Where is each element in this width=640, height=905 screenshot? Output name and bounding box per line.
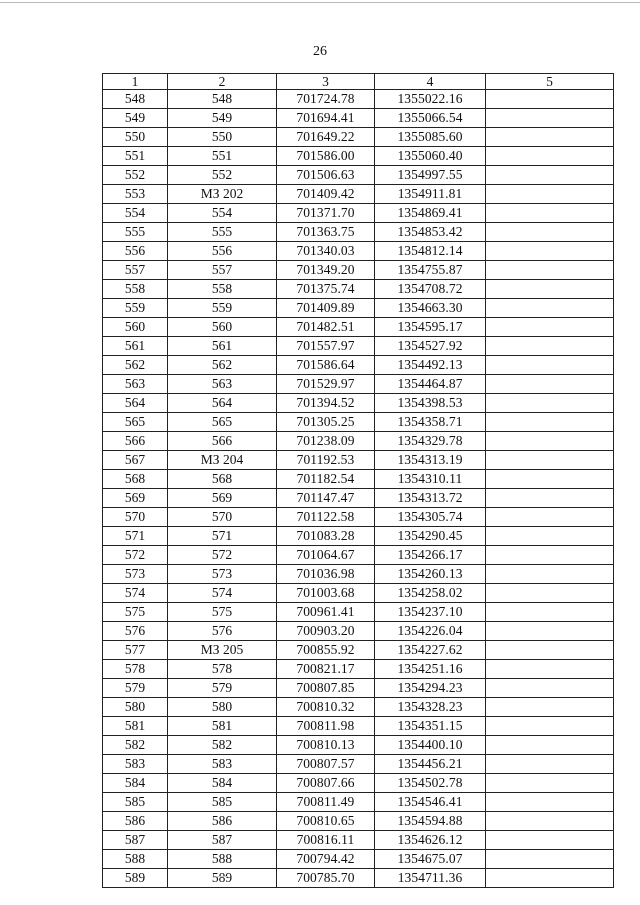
y-coordinate-cell: 1354266.17: [375, 546, 486, 565]
x-coordinate-cell: 700816.11: [277, 831, 375, 850]
table-row: [103, 394, 614, 413]
notes-cell: [486, 603, 614, 622]
table-row: [103, 717, 614, 736]
notes-cell: [486, 755, 614, 774]
y-coordinate-cell: 1354492.13: [375, 356, 486, 375]
row-number-cell: 568: [103, 470, 168, 489]
y-coordinate-cell: 1354997.55: [375, 166, 486, 185]
point-label-cell: 584: [168, 774, 277, 793]
row-number-cell: 584: [103, 774, 168, 793]
y-coordinate-cell: 1354328.23: [375, 698, 486, 717]
x-coordinate-cell: 700785.70: [277, 869, 375, 888]
y-coordinate-cell: 1354594.88: [375, 812, 486, 831]
point-label-cell: 557: [168, 261, 277, 280]
point-label-cell: 548: [168, 90, 277, 109]
row-number-cell: 570: [103, 508, 168, 527]
x-coordinate-cell: 700855.92: [277, 641, 375, 660]
point-label-cell: 575: [168, 603, 277, 622]
notes-cell: [486, 812, 614, 831]
row-number-cell: 579: [103, 679, 168, 698]
notes-cell: [486, 565, 614, 584]
x-coordinate-cell: 700807.57: [277, 755, 375, 774]
y-coordinate-cell: 1354708.72: [375, 280, 486, 299]
notes-cell: [486, 489, 614, 508]
y-coordinate-cell: 1354675.07: [375, 850, 486, 869]
page-number: 26: [313, 44, 327, 59]
y-coordinate-cell: 1354313.72: [375, 489, 486, 508]
table-row: [103, 242, 614, 261]
notes-cell: [486, 641, 614, 660]
point-label-cell: 573: [168, 565, 277, 584]
notes-cell: [486, 356, 614, 375]
table-row: [103, 489, 614, 508]
y-coordinate-cell: 1354260.13: [375, 565, 486, 584]
notes-cell: [486, 584, 614, 603]
table-row: [103, 508, 614, 527]
point-label-cell: 571: [168, 527, 277, 546]
notes-cell: [486, 736, 614, 755]
table-row: [103, 679, 614, 698]
row-number-cell: 551: [103, 147, 168, 166]
row-number-cell: 586: [103, 812, 168, 831]
point-label-cell: 556: [168, 242, 277, 261]
row-number-cell: 562: [103, 356, 168, 375]
y-coordinate-cell: 1355022.16: [375, 90, 486, 109]
notes-cell: [486, 451, 614, 470]
table-row: [103, 432, 614, 451]
point-label-cell: 560: [168, 318, 277, 337]
x-coordinate-cell: 700903.20: [277, 622, 375, 641]
notes-cell: [486, 622, 614, 641]
x-coordinate-cell: 701557.97: [277, 337, 375, 356]
table-row: [103, 755, 614, 774]
table-row: [103, 546, 614, 565]
notes-cell: [486, 698, 614, 717]
column-header-2: 2: [168, 74, 277, 90]
column-header-4: 4: [375, 74, 486, 90]
y-coordinate-cell: 1354502.78: [375, 774, 486, 793]
notes-cell: [486, 223, 614, 242]
top-scan-rule: [0, 2, 640, 3]
row-number-cell: 566: [103, 432, 168, 451]
table-row: [103, 280, 614, 299]
row-number-cell: 555: [103, 223, 168, 242]
table-row: [103, 869, 614, 888]
coordinates-table: [102, 73, 614, 888]
scan-artifact-mark: [216, 876, 228, 877]
point-label-cell: 569: [168, 489, 277, 508]
point-label-cell: 589: [168, 869, 277, 888]
table-row: [103, 413, 614, 432]
table-row: [103, 660, 614, 679]
column-header-5: 5: [486, 74, 614, 90]
notes-cell: [486, 299, 614, 318]
table-header: [103, 74, 614, 90]
table-row: [103, 147, 614, 166]
row-number-cell: 578: [103, 660, 168, 679]
notes-cell: [486, 204, 614, 223]
row-number-cell: 556: [103, 242, 168, 261]
table-row: [103, 850, 614, 869]
x-coordinate-cell: 701529.97: [277, 375, 375, 394]
y-coordinate-cell: 1354358.71: [375, 413, 486, 432]
table-row: [103, 774, 614, 793]
notes-cell: [486, 109, 614, 128]
y-coordinate-cell: 1354310.11: [375, 470, 486, 489]
notes-cell: [486, 793, 614, 812]
x-coordinate-cell: 700811.98: [277, 717, 375, 736]
point-label-cell: 564: [168, 394, 277, 413]
table-row: [103, 261, 614, 280]
point-label-cell: 562: [168, 356, 277, 375]
row-number-cell: 552: [103, 166, 168, 185]
row-number-cell: 550: [103, 128, 168, 147]
x-coordinate-cell: 700810.65: [277, 812, 375, 831]
table-row: [103, 698, 614, 717]
row-number-cell: 588: [103, 850, 168, 869]
y-coordinate-cell: 1354351.15: [375, 717, 486, 736]
notes-cell: [486, 261, 614, 280]
table-row: [103, 318, 614, 337]
point-label-cell: МЗ 202: [168, 185, 277, 204]
table-row: [103, 204, 614, 223]
x-coordinate-cell: 700821.17: [277, 660, 375, 679]
notes-cell: [486, 280, 614, 299]
notes-cell: [486, 546, 614, 565]
y-coordinate-cell: 1354290.45: [375, 527, 486, 546]
x-coordinate-cell: 701724.78: [277, 90, 375, 109]
row-number-cell: 575: [103, 603, 168, 622]
y-coordinate-cell: 1354398.53: [375, 394, 486, 413]
notes-cell: [486, 527, 614, 546]
y-coordinate-cell: 1354755.87: [375, 261, 486, 280]
y-coordinate-cell: 1354400.10: [375, 736, 486, 755]
notes-cell: [486, 774, 614, 793]
point-label-cell: 555: [168, 223, 277, 242]
notes-cell: [486, 90, 614, 109]
notes-cell: [486, 375, 614, 394]
y-coordinate-cell: 1354911.81: [375, 185, 486, 204]
point-label-cell: 561: [168, 337, 277, 356]
y-coordinate-cell: 1355060.40: [375, 147, 486, 166]
table-row: [103, 527, 614, 546]
notes-cell: [486, 166, 614, 185]
point-label-cell: 582: [168, 736, 277, 755]
row-number-cell: 574: [103, 584, 168, 603]
notes-cell: [486, 318, 614, 337]
row-number-cell: 580: [103, 698, 168, 717]
point-label-cell: 549: [168, 109, 277, 128]
y-coordinate-cell: 1354237.10: [375, 603, 486, 622]
row-number-cell: 569: [103, 489, 168, 508]
notes-cell: [486, 128, 614, 147]
y-coordinate-cell: 1354527.92: [375, 337, 486, 356]
table-row: [103, 166, 614, 185]
table-row: [103, 831, 614, 850]
point-label-cell: 574: [168, 584, 277, 603]
table-row: [103, 622, 614, 641]
table-row: [103, 565, 614, 584]
notes-cell: [486, 470, 614, 489]
x-coordinate-cell: 701363.75: [277, 223, 375, 242]
row-number-cell: 564: [103, 394, 168, 413]
point-label-cell: 581: [168, 717, 277, 736]
row-number-cell: 561: [103, 337, 168, 356]
row-number-cell: 582: [103, 736, 168, 755]
table-row: [103, 375, 614, 394]
point-label-cell: 565: [168, 413, 277, 432]
y-coordinate-cell: 1354812.14: [375, 242, 486, 261]
header-row: [103, 74, 614, 90]
table-body: [103, 90, 614, 888]
y-coordinate-cell: 1354258.02: [375, 584, 486, 603]
notes-cell: [486, 831, 614, 850]
row-number-cell: 581: [103, 717, 168, 736]
notes-cell: [486, 508, 614, 527]
row-number-cell: 571: [103, 527, 168, 546]
notes-cell: [486, 337, 614, 356]
table-row: [103, 109, 614, 128]
notes-cell: [486, 185, 614, 204]
y-coordinate-cell: 1354464.87: [375, 375, 486, 394]
notes-cell: [486, 242, 614, 261]
table-row: [103, 90, 614, 109]
x-coordinate-cell: 700810.32: [277, 698, 375, 717]
x-coordinate-cell: 701394.52: [277, 394, 375, 413]
row-number-cell: 577: [103, 641, 168, 660]
x-coordinate-cell: 701371.70: [277, 204, 375, 223]
point-label-cell: 552: [168, 166, 277, 185]
table-row: [103, 470, 614, 489]
point-label-cell: 580: [168, 698, 277, 717]
point-label-cell: 566: [168, 432, 277, 451]
x-coordinate-cell: 701506.63: [277, 166, 375, 185]
point-label-cell: 578: [168, 660, 277, 679]
table-row: [103, 356, 614, 375]
y-coordinate-cell: 1354456.21: [375, 755, 486, 774]
x-coordinate-cell: 701003.68: [277, 584, 375, 603]
y-coordinate-cell: 1355066.54: [375, 109, 486, 128]
x-coordinate-cell: 700807.66: [277, 774, 375, 793]
point-label-cell: 586: [168, 812, 277, 831]
y-coordinate-cell: 1354663.30: [375, 299, 486, 318]
row-number-cell: 559: [103, 299, 168, 318]
notes-cell: [486, 432, 614, 451]
x-coordinate-cell: 700794.42: [277, 850, 375, 869]
x-coordinate-cell: 700807.85: [277, 679, 375, 698]
point-label-cell: 558: [168, 280, 277, 299]
table-row: [103, 223, 614, 242]
x-coordinate-cell: 701375.74: [277, 280, 375, 299]
point-label-cell: 579: [168, 679, 277, 698]
y-coordinate-cell: 1354546.41: [375, 793, 486, 812]
y-coordinate-cell: 1354305.74: [375, 508, 486, 527]
point-label-cell: 568: [168, 470, 277, 489]
table-row: [103, 185, 614, 204]
notes-cell: [486, 850, 614, 869]
point-label-cell: 554: [168, 204, 277, 223]
x-coordinate-cell: 701586.64: [277, 356, 375, 375]
row-number-cell: 557: [103, 261, 168, 280]
x-coordinate-cell: 700810.13: [277, 736, 375, 755]
x-coordinate-cell: 701482.51: [277, 318, 375, 337]
table-row: [103, 641, 614, 660]
y-coordinate-cell: 1354626.12: [375, 831, 486, 850]
x-coordinate-cell: 701409.89: [277, 299, 375, 318]
y-coordinate-cell: 1355085.60: [375, 128, 486, 147]
table-row: [103, 793, 614, 812]
column-header-3: 3: [277, 74, 375, 90]
x-coordinate-cell: 701147.47: [277, 489, 375, 508]
x-coordinate-cell: 700961.41: [277, 603, 375, 622]
x-coordinate-cell: 701586.00: [277, 147, 375, 166]
y-coordinate-cell: 1354226.04: [375, 622, 486, 641]
notes-cell: [486, 717, 614, 736]
row-number-cell: 563: [103, 375, 168, 394]
row-number-cell: 560: [103, 318, 168, 337]
x-coordinate-cell: 701238.09: [277, 432, 375, 451]
row-number-cell: 585: [103, 793, 168, 812]
notes-cell: [486, 147, 614, 166]
x-coordinate-cell: 701340.03: [277, 242, 375, 261]
row-number-cell: 553: [103, 185, 168, 204]
x-coordinate-cell: 701064.67: [277, 546, 375, 565]
table-row: [103, 603, 614, 622]
notes-cell: [486, 413, 614, 432]
column-header-1: 1: [103, 74, 168, 90]
x-coordinate-cell: 701182.54: [277, 470, 375, 489]
point-label-cell: МЗ 204: [168, 451, 277, 470]
table-row: [103, 128, 614, 147]
row-number-cell: 554: [103, 204, 168, 223]
point-label-cell: 572: [168, 546, 277, 565]
x-coordinate-cell: 701036.98: [277, 565, 375, 584]
row-number-cell: 573: [103, 565, 168, 584]
row-number-cell: 548: [103, 90, 168, 109]
row-number-cell: 567: [103, 451, 168, 470]
y-coordinate-cell: 1354329.78: [375, 432, 486, 451]
table-row: [103, 736, 614, 755]
notes-cell: [486, 394, 614, 413]
point-label-cell: 570: [168, 508, 277, 527]
y-coordinate-cell: 1354313.19: [375, 451, 486, 470]
row-number-cell: 583: [103, 755, 168, 774]
x-coordinate-cell: 701083.28: [277, 527, 375, 546]
x-coordinate-cell: 701649.22: [277, 128, 375, 147]
y-coordinate-cell: 1354251.16: [375, 660, 486, 679]
row-number-cell: 558: [103, 280, 168, 299]
row-number-cell: 576: [103, 622, 168, 641]
table-row: [103, 584, 614, 603]
notes-cell: [486, 679, 614, 698]
y-coordinate-cell: 1354869.41: [375, 204, 486, 223]
point-label-cell: 551: [168, 147, 277, 166]
point-label-cell: 587: [168, 831, 277, 850]
y-coordinate-cell: 1354227.62: [375, 641, 486, 660]
notes-cell: [486, 660, 614, 679]
notes-cell: [486, 869, 614, 888]
point-label-cell: 585: [168, 793, 277, 812]
y-coordinate-cell: 1354711.36: [375, 869, 486, 888]
x-coordinate-cell: 701409.42: [277, 185, 375, 204]
table-row: [103, 451, 614, 470]
point-label-cell: 563: [168, 375, 277, 394]
row-number-cell: 565: [103, 413, 168, 432]
x-coordinate-cell: 701349.20: [277, 261, 375, 280]
row-number-cell: 587: [103, 831, 168, 850]
y-coordinate-cell: 1354853.42: [375, 223, 486, 242]
point-label-cell: 576: [168, 622, 277, 641]
x-coordinate-cell: 701694.41: [277, 109, 375, 128]
row-number-cell: 572: [103, 546, 168, 565]
point-label-cell: 583: [168, 755, 277, 774]
row-number-cell: 549: [103, 109, 168, 128]
point-label-cell: МЗ 205: [168, 641, 277, 660]
row-number-cell: 589: [103, 869, 168, 888]
x-coordinate-cell: 701192.53: [277, 451, 375, 470]
x-coordinate-cell: 701305.25: [277, 413, 375, 432]
y-coordinate-cell: 1354294.23: [375, 679, 486, 698]
x-coordinate-cell: 701122.58: [277, 508, 375, 527]
point-label-cell: 588: [168, 850, 277, 869]
x-coordinate-cell: 700811.49: [277, 793, 375, 812]
point-label-cell: 550: [168, 128, 277, 147]
y-coordinate-cell: 1354595.17: [375, 318, 486, 337]
table-row: [103, 299, 614, 318]
point-label-cell: 559: [168, 299, 277, 318]
table-row: [103, 812, 614, 831]
table-row: [103, 337, 614, 356]
